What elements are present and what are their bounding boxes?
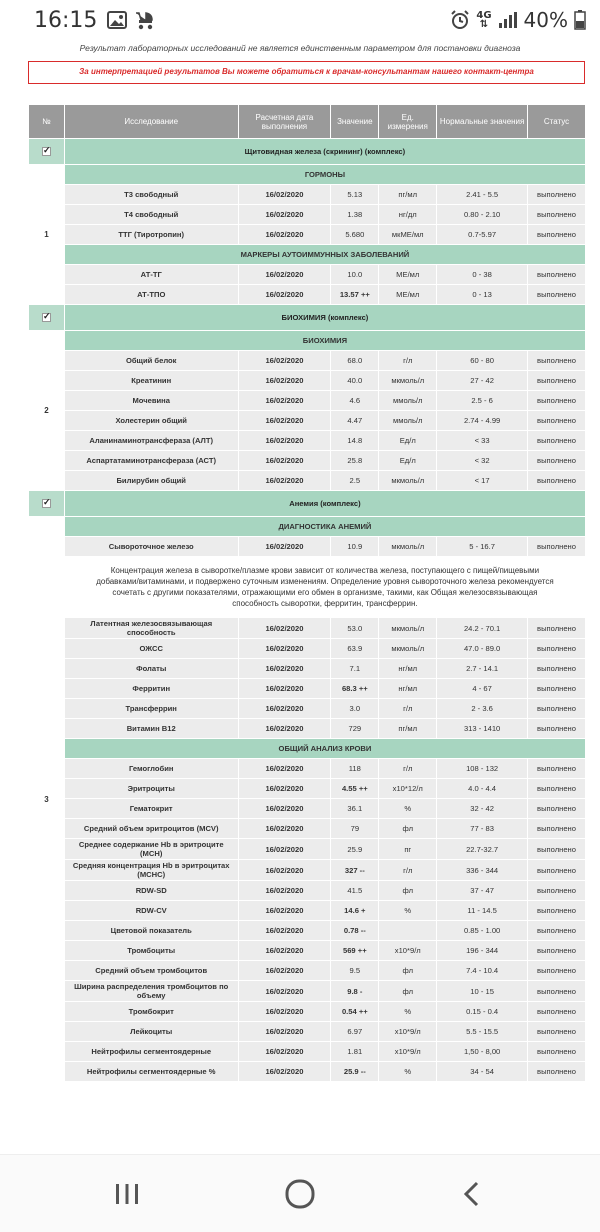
complex-checkbox[interactable] (29, 139, 65, 165)
table-row (29, 1022, 586, 1042)
cell-date: 16/02/2020 (238, 921, 331, 941)
cell-unit: мкмоль/л (379, 639, 437, 659)
cell-unit: МЕ/мл (379, 265, 437, 285)
cell-value: 36.1 (331, 799, 379, 819)
alarm-icon (450, 10, 470, 30)
table-row (29, 431, 586, 451)
cell-date: 16/02/2020 (238, 205, 331, 225)
cell-date: 16/02/2020 (238, 941, 331, 961)
cell-status: выполнено (528, 618, 586, 639)
table-row (29, 451, 586, 471)
cell-status: выполнено (528, 537, 586, 557)
cell-test-name: Гемоглобин (64, 759, 238, 779)
row-number: 1 (29, 165, 65, 305)
cell-test-name: АТ-ТПО (64, 285, 238, 305)
cell-date: 16/02/2020 (238, 699, 331, 719)
cell-test-name: Т3 свободный (64, 185, 238, 205)
complex-checkbox[interactable] (29, 305, 65, 331)
cell-normal-range: 108 - 132 (437, 759, 528, 779)
table-row (29, 799, 586, 819)
cell-unit: x10*12/л (379, 779, 437, 799)
cell-normal-range: 32 - 42 (437, 799, 528, 819)
cell-normal-range: 22.7-32.7 (437, 839, 528, 860)
cell-unit: г/л (379, 699, 437, 719)
complex-row-anemia (29, 491, 586, 517)
cell-test-name: Аланинаминотрансфераза (АЛТ) (64, 431, 238, 451)
cell-value: 327 -- (331, 860, 379, 881)
cell-date: 16/02/2020 (238, 1062, 331, 1082)
cell-test-name: Эритроциты (64, 779, 238, 799)
section-title: ГОРМОНЫ (64, 165, 585, 185)
cell-test-name: Аспартатаминотрансфераза (АСТ) (64, 451, 238, 471)
comment-row (29, 557, 586, 618)
cell-test-name: Креатинин (64, 371, 238, 391)
cell-date: 16/02/2020 (238, 618, 331, 639)
cell-status: выполнено (528, 799, 586, 819)
gallery-icon (107, 11, 127, 29)
cell-status: выполнено (528, 265, 586, 285)
cell-value: 53.0 (331, 618, 379, 639)
cell-unit: % (379, 901, 437, 921)
cell-unit: x10*9/л (379, 1042, 437, 1062)
cell-status: выполнено (528, 961, 586, 981)
section-title: МАРКЕРЫ АУТОИММУННЫХ ЗАБОЛЕВАНИЙ (64, 245, 585, 265)
cell-test-name: Средний объем тромбоцитов (64, 961, 238, 981)
cell-value: 9.5 (331, 961, 379, 981)
table-row (29, 618, 586, 639)
cell-date: 16/02/2020 (238, 860, 331, 881)
recent-apps-button[interactable] (97, 1164, 157, 1224)
table-row (29, 1062, 586, 1082)
complex-title: БИОХИМИЯ (комплекс) (64, 305, 585, 331)
table-row (29, 961, 586, 981)
cell-value: 6.97 (331, 1022, 379, 1042)
cell-normal-range: 77 - 83 (437, 819, 528, 839)
table-row (29, 839, 586, 860)
cell-status: выполнено (528, 659, 586, 679)
cell-status: выполнено (528, 679, 586, 699)
table-row (29, 185, 586, 205)
cell-status: выполнено (528, 941, 586, 961)
cell-unit: МЕ/мл (379, 285, 437, 305)
cell-unit: пг (379, 839, 437, 860)
table-row (29, 1042, 586, 1062)
cell-date: 16/02/2020 (238, 639, 331, 659)
cell-status: выполнено (528, 351, 586, 371)
cell-value: 25.8 (331, 451, 379, 471)
cell-date: 16/02/2020 (238, 185, 331, 205)
row-number: 3 (29, 517, 65, 1082)
cell-test-name: Латентная железосвязывающая способность (64, 618, 238, 639)
clock: 16:15 (34, 7, 98, 33)
cell-unit: Ед/л (379, 451, 437, 471)
cell-test-name: Тромбоциты (64, 941, 238, 961)
cell-test-name: Трансферрин (64, 699, 238, 719)
cell-date: 16/02/2020 (238, 839, 331, 860)
cell-date: 16/02/2020 (238, 779, 331, 799)
cell-normal-range: 47.0 - 89.0 (437, 639, 528, 659)
col-norm: Нормальные значения (437, 105, 528, 139)
cell-value: 79 (331, 819, 379, 839)
cell-unit: % (379, 1002, 437, 1022)
cell-test-name: Среднее содержание Hb в эритроците (MCH) (64, 839, 238, 860)
cell-value: 4.47 (331, 411, 379, 431)
cell-normal-range: 2.7 - 14.1 (437, 659, 528, 679)
cell-unit: пг/мл (379, 185, 437, 205)
checkbox-icon[interactable] (42, 499, 51, 508)
cell-value: 10.9 (331, 537, 379, 557)
cell-test-name: Т4 свободный (64, 205, 238, 225)
table-header (29, 105, 586, 139)
checkbox-icon[interactable] (42, 147, 51, 156)
cell-date: 16/02/2020 (238, 451, 331, 471)
col-test: Исследование (64, 105, 238, 139)
cell-normal-range: < 33 (437, 431, 528, 451)
table-row (29, 699, 586, 719)
cell-test-name: Гематокрит (64, 799, 238, 819)
cell-normal-range: 2.74 - 4.99 (437, 411, 528, 431)
cell-date: 16/02/2020 (238, 901, 331, 921)
table-row (29, 719, 586, 739)
cell-value: 4.6 (331, 391, 379, 411)
cell-date: 16/02/2020 (238, 391, 331, 411)
cell-status: выполнено (528, 839, 586, 860)
cell-unit: % (379, 1062, 437, 1082)
cell-value: 0.54 ++ (331, 1002, 379, 1022)
cell-normal-range: 2.41 - 5.5 (437, 185, 528, 205)
cell-test-name: Ширина распределения тромбоцитов по объему (64, 981, 238, 1002)
section-title: ДИАГНОСТИКА АНЕМИЙ (64, 517, 585, 537)
cell-unit: мкмоль/л (379, 471, 437, 491)
cell-value: 0.78 -- (331, 921, 379, 941)
cell-test-name: Билирубин общий (64, 471, 238, 491)
cell-value: 7.1 (331, 659, 379, 679)
consultation-notice[interactable]: За интерпретацией результатов Вы можете обратиться к врачам-консультантам нашего контакт-центра (28, 61, 585, 84)
cell-test-name: Цветовой показатель (64, 921, 238, 941)
cell-test-name: Витамин В12 (64, 719, 238, 739)
cell-normal-range: 0 - 38 (437, 265, 528, 285)
cell-value: 1.81 (331, 1042, 379, 1062)
cell-unit: г/л (379, 351, 437, 371)
cell-date: 16/02/2020 (238, 981, 331, 1002)
complex-row-thyroid (29, 139, 586, 165)
table-row (29, 881, 586, 901)
cell-value: 569 ++ (331, 941, 379, 961)
cell-status: выполнено (528, 1062, 586, 1082)
cell-date: 16/02/2020 (238, 265, 331, 285)
cell-date: 16/02/2020 (238, 759, 331, 779)
cell-normal-range: 7.4 - 10.4 (437, 961, 528, 981)
cell-normal-range: 34 - 54 (437, 1062, 528, 1082)
system-nav-bar (0, 1154, 600, 1232)
cell-status: выполнено (528, 779, 586, 799)
col-value: Значение (331, 105, 379, 139)
cell-normal-range: 4.0 - 4.4 (437, 779, 528, 799)
table-row (29, 819, 586, 839)
cell-normal-range: 5 - 16.7 (437, 537, 528, 557)
cell-test-name: Общий белок (64, 351, 238, 371)
cell-value: 25.9 -- (331, 1062, 379, 1082)
cell-test-name: Средняя концентрация Hb в эритроцитах (MCHC) (64, 860, 238, 881)
recent-apps-icon (113, 1180, 141, 1208)
cell-test-name: ОЖСС (64, 639, 238, 659)
cell-status: выполнено (528, 371, 586, 391)
checkbox-icon[interactable] (42, 313, 51, 322)
table-row (29, 941, 586, 961)
cell-unit: фл (379, 881, 437, 901)
cell-normal-range: 4 - 67 (437, 679, 528, 699)
cell-date: 16/02/2020 (238, 819, 331, 839)
cell-normal-range: 2 - 3.6 (437, 699, 528, 719)
table-row (29, 371, 586, 391)
table-row (29, 860, 586, 881)
iron-comment: Концентрация железа в сыворотке/плазме крови зависит от количества железа, поступающего с пищей/пищевыми добавками/витаминами, и подвержено суточным изменениям. Определение уровня сывороточного железа рекомендуется сочетать с другими показателями, отражающими его обмен в организме, такими, как Общая железосвязывающая способность сыворотки, ферритин, трансферрин. (64, 557, 585, 618)
table-row (29, 285, 586, 305)
disclaimer-text: Результат лабораторных исследований не является единственным параметром для постановки диагноза (79, 43, 521, 53)
cell-normal-range: 10 - 15 (437, 981, 528, 1002)
cell-value: 9.8 - (331, 981, 379, 1002)
section-title: ОБЩИЙ АНАЛИЗ КРОВИ (64, 739, 585, 759)
table-row (29, 901, 586, 921)
results-table (28, 104, 586, 1082)
cell-status: выполнено (528, 860, 586, 881)
cell-unit: фл (379, 981, 437, 1002)
cell-status: выполнено (528, 451, 586, 471)
cell-test-name: RDW-CV (64, 901, 238, 921)
cell-value: 5.680 (331, 225, 379, 245)
cell-test-name: RDW-SD (64, 881, 238, 901)
cell-status: выполнено (528, 431, 586, 451)
cell-test-name: АТ-ТГ (64, 265, 238, 285)
back-icon (459, 1180, 487, 1208)
cell-normal-range: 0 - 13 (437, 285, 528, 305)
cell-value: 10.0 (331, 265, 379, 285)
cell-normal-range: 24.2 - 70.1 (437, 618, 528, 639)
cell-status: выполнено (528, 205, 586, 225)
cell-unit: фл (379, 961, 437, 981)
cell-status: выполнено (528, 471, 586, 491)
network-indicator: 4G ⇅ (476, 10, 492, 30)
cell-value: 118 (331, 759, 379, 779)
cell-unit: ммоль/л (379, 411, 437, 431)
cell-value: 14.6 + (331, 901, 379, 921)
cell-test-name: Нейтрофилы сегментоядерные (64, 1042, 238, 1062)
back-button[interactable] (443, 1164, 503, 1224)
cell-unit: мкмоль/л (379, 371, 437, 391)
battery-icon (574, 10, 586, 30)
cell-status: выполнено (528, 1022, 586, 1042)
cell-date: 16/02/2020 (238, 371, 331, 391)
cell-status: выполнено (528, 981, 586, 1002)
cell-value: 68.0 (331, 351, 379, 371)
row-number: 2 (29, 331, 65, 491)
cell-normal-range: < 17 (437, 471, 528, 491)
cell-date: 16/02/2020 (238, 1042, 331, 1062)
section-title: БИОХИМИЯ (64, 331, 585, 351)
cell-value: 2.5 (331, 471, 379, 491)
table-row (29, 1002, 586, 1022)
cell-date: 16/02/2020 (238, 679, 331, 699)
cell-date: 16/02/2020 (238, 719, 331, 739)
cell-status: выполнено (528, 819, 586, 839)
cell-unit: г/л (379, 759, 437, 779)
cell-test-name: Холестерин общий (64, 411, 238, 431)
cell-status: выполнено (528, 225, 586, 245)
cell-date: 16/02/2020 (238, 411, 331, 431)
results-page (0, 40, 600, 1154)
cell-date: 16/02/2020 (238, 961, 331, 981)
cell-unit: x10*9/л (379, 1022, 437, 1042)
cell-test-name: Нейтрофилы сегментоядерные % (64, 1062, 238, 1082)
table-row (29, 921, 586, 941)
cell-value: 3.0 (331, 699, 379, 719)
cell-normal-range: 37 - 47 (437, 881, 528, 901)
cell-date: 16/02/2020 (238, 351, 331, 371)
cell-status: выполнено (528, 759, 586, 779)
table-row (29, 225, 586, 245)
complex-checkbox[interactable] (29, 491, 65, 517)
cell-normal-range: 27 - 42 (437, 371, 528, 391)
cell-unit: мкмоль/л (379, 618, 437, 639)
cell-test-name: Ферритин (64, 679, 238, 699)
cell-normal-range: 60 - 80 (437, 351, 528, 371)
cell-unit: Ед/л (379, 431, 437, 451)
cell-status: выполнено (528, 901, 586, 921)
cell-date: 16/02/2020 (238, 285, 331, 305)
cell-unit: пг/мл (379, 719, 437, 739)
cell-unit: г/л (379, 860, 437, 881)
home-icon (284, 1178, 316, 1210)
cell-status: выполнено (528, 1002, 586, 1022)
cell-value: 13.57 ++ (331, 285, 379, 305)
table-row (29, 981, 586, 1002)
cell-status: выполнено (528, 185, 586, 205)
col-status: Статус (528, 105, 586, 139)
cell-test-name: Сывороточное железо (64, 537, 238, 557)
cell-status: выполнено (528, 639, 586, 659)
cell-unit: нг/дл (379, 205, 437, 225)
table-row (29, 759, 586, 779)
cell-normal-range: 0.15 - 0.4 (437, 1002, 528, 1022)
cell-unit: нг/мл (379, 659, 437, 679)
cell-normal-range: 5.5 - 15.5 (437, 1022, 528, 1042)
table-row (29, 351, 586, 371)
cell-normal-range: 0.7-5.97 (437, 225, 528, 245)
cell-value: 729 (331, 719, 379, 739)
cell-unit: мкмоль/л (379, 537, 437, 557)
cell-date: 16/02/2020 (238, 1002, 331, 1022)
cell-normal-range: 0.80 - 2.10 (437, 205, 528, 225)
cell-status: выполнено (528, 1042, 586, 1062)
cell-date: 16/02/2020 (238, 537, 331, 557)
cell-status: выполнено (528, 699, 586, 719)
cell-status: выполнено (528, 391, 586, 411)
col-date: Расчетная дата выполнения (238, 105, 331, 139)
cell-date: 16/02/2020 (238, 659, 331, 679)
cell-normal-range: 336 - 344 (437, 860, 528, 881)
cell-unit: % (379, 799, 437, 819)
table-row (29, 471, 586, 491)
table-row (29, 679, 586, 699)
cell-status: выполнено (528, 719, 586, 739)
cell-value: 14.8 (331, 431, 379, 451)
cell-date: 16/02/2020 (238, 225, 331, 245)
cell-value: 68.3 ++ (331, 679, 379, 699)
cell-unit: мкМЕ/мл (379, 225, 437, 245)
cell-test-name: Средний объем эритроцитов (MCV) (64, 819, 238, 839)
cell-value: 41.5 (331, 881, 379, 901)
cell-normal-range: 1,50 - 8,00 (437, 1042, 528, 1062)
table-row (29, 537, 586, 557)
col-unit: Ед. измерения (379, 105, 437, 139)
cell-test-name: Мочевина (64, 391, 238, 411)
cell-unit: нг/мл (379, 679, 437, 699)
cell-normal-range: 0.85 - 1.00 (437, 921, 528, 941)
cell-normal-range: 2.5 - 6 (437, 391, 528, 411)
cell-status: выполнено (528, 285, 586, 305)
cell-test-name: Фолаты (64, 659, 238, 679)
table-row (29, 659, 586, 679)
cell-date: 16/02/2020 (238, 881, 331, 901)
battery-percent: 40% (523, 8, 568, 32)
col-num: № (29, 105, 65, 139)
cell-normal-range: 11 - 14.5 (437, 901, 528, 921)
cell-test-name: Тромбокрит (64, 1002, 238, 1022)
cell-unit: фл (379, 819, 437, 839)
cell-value: 25.9 (331, 839, 379, 860)
home-button[interactable] (270, 1164, 330, 1224)
cell-status: выполнено (528, 411, 586, 431)
cell-value: 4.55 ++ (331, 779, 379, 799)
table-row (29, 265, 586, 285)
cell-value: 5.13 (331, 185, 379, 205)
table-row (29, 779, 586, 799)
cell-test-name: Лейкоциты (64, 1022, 238, 1042)
complex-title: Анемия (комплекс) (64, 491, 585, 517)
table-row (29, 205, 586, 225)
table-row (29, 391, 586, 411)
table-row (29, 411, 586, 431)
cell-status: выполнено (528, 921, 586, 941)
cell-normal-range: < 32 (437, 451, 528, 471)
cell-normal-range: 313 - 1410 (437, 719, 528, 739)
cell-value: 40.0 (331, 371, 379, 391)
signal-icon (498, 11, 518, 29)
complex-title: Щитовидная железа (скрининг) (комплекс) (64, 139, 585, 165)
cell-date: 16/02/2020 (238, 1022, 331, 1042)
cell-date: 16/02/2020 (238, 471, 331, 491)
cell-date: 16/02/2020 (238, 799, 331, 819)
table-row (29, 639, 586, 659)
cell-status: выполнено (528, 881, 586, 901)
cell-unit: x10*9/л (379, 941, 437, 961)
stroller-icon (133, 10, 155, 30)
cell-value: 1.38 (331, 205, 379, 225)
cell-value: 63.9 (331, 639, 379, 659)
complex-row-biochemistry (29, 305, 586, 331)
cell-normal-range: 196 - 344 (437, 941, 528, 961)
cell-date: 16/02/2020 (238, 431, 331, 451)
cell-unit (379, 921, 437, 941)
cell-unit: ммоль/л (379, 391, 437, 411)
status-bar (0, 0, 600, 40)
cell-test-name: ТТГ (Тиротропин) (64, 225, 238, 245)
